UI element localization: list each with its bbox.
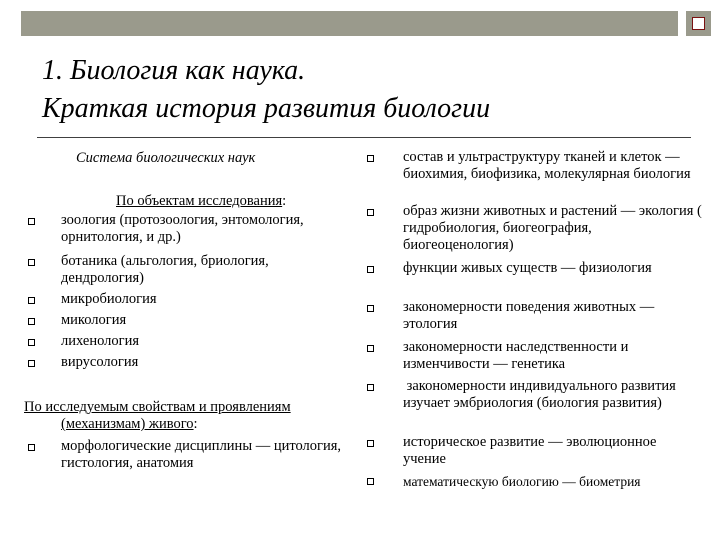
bullet-icon [28,297,35,304]
title-divider [37,137,691,138]
left-item-microbiology: микробиология [61,291,157,307]
section2-line-2: (механизмам) живого [61,416,194,432]
right-item-evolution: историческое развитие — эволюционное учение [403,434,657,467]
header-bar [21,11,678,36]
left-item-lichenology: лихенология [61,333,140,349]
left-item-morphology: морфологические дисциплины — цитология, гистология, анатомия [61,438,342,471]
slide-title [42,52,702,128]
bullet-icon [28,339,35,346]
bullet-icon [28,444,35,451]
bullet-icon [367,478,374,485]
bullet-icon [367,305,374,312]
header-square-icon [686,11,711,36]
left-item-mycology: микология [61,312,127,328]
bullet-icon [367,440,374,447]
section1-heading-colon: : [282,193,287,209]
bullet-icon [28,360,35,367]
section2-line-2-wrap [24,416,364,433]
right-item-biochemistry: состав и ультраструктуру тканей и клеток — биохимия, биофизика, молекулярная биология [403,149,691,182]
left-item-botany: ботаника (альгология, бриология, дендрология) [61,253,269,286]
right-item-biometry: математическую биологию — биометрия [403,474,641,489]
title-line-2: Краткая история развития биологии [42,93,491,124]
section1-heading-text: По объектам исследования [116,193,283,209]
bullet-icon [367,155,374,162]
bullet-icon [367,345,374,352]
section2-line-1: По исследуемым свойствам и проявлениям [24,399,291,415]
bullet-icon [367,209,374,216]
right-item-ecology: образ жизни животных и растений — экология ( гидробиология, биогеография, биогеоценология) [403,203,702,253]
section2-heading [24,399,364,433]
section2-colon: : [193,416,198,432]
section1-heading [116,193,286,210]
left-item-zoology: зоология (протозоология, энтомология, орнитология, и др.) [61,212,304,245]
title-line-1: 1. Биология как наука. [42,55,306,86]
left-item-virology: вирусология [61,354,139,370]
right-item-genetics: закономерности наследственности и изменчивости — генетика [403,339,629,372]
bullet-icon [28,218,35,225]
bullet-icon [28,318,35,325]
right-item-embryology: закономерности индивидуального развития изучает эмбриология (биология развития) [403,378,680,411]
bullet-icon [367,266,374,273]
bullet-icon [28,259,35,266]
bullet-icon [367,384,374,391]
right-item-ethology: закономерности поведения животных — этология [403,299,655,332]
left-heading: Система биологических наук [76,150,256,166]
right-item-physiology: функции живых существ — физиология [403,260,652,276]
